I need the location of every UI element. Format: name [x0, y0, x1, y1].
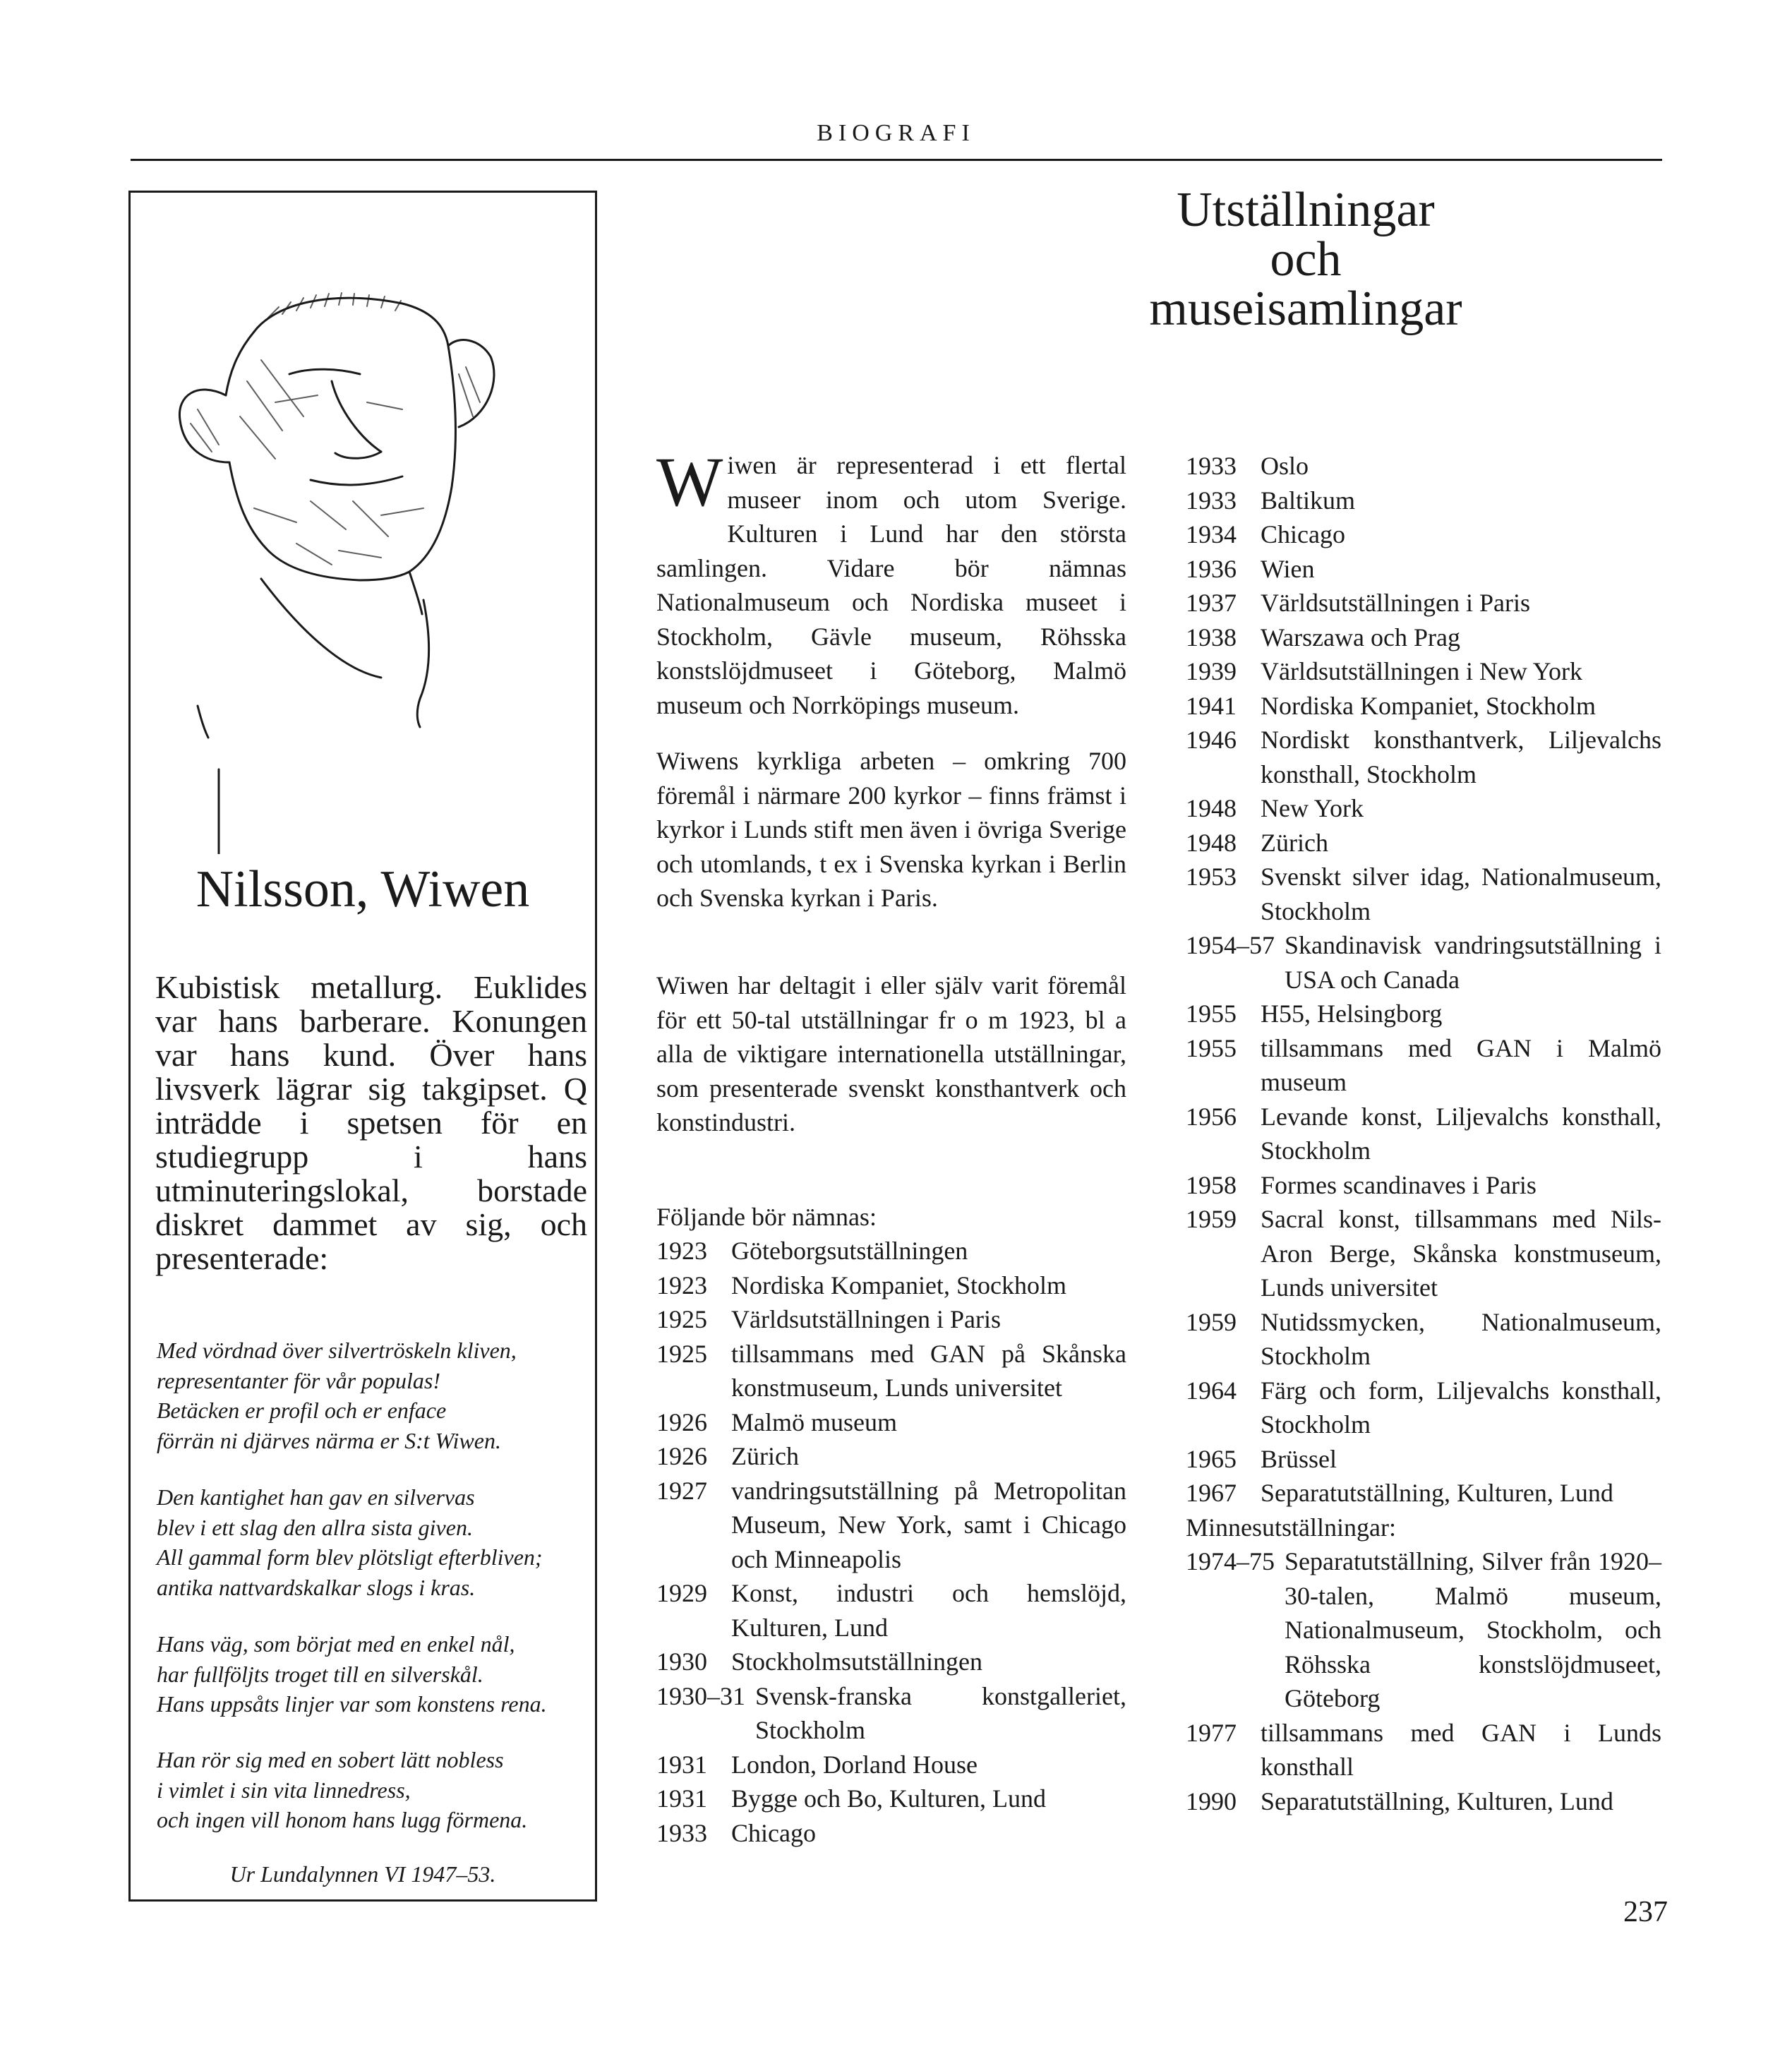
- exhibition-list-right: [1186, 449, 1661, 1818]
- poem-line: har fullföljts troget till en silverskål.: [157, 1661, 483, 1687]
- exhibition-item: [1186, 1374, 1661, 1442]
- exhibition-text: Världsutställningen i Paris: [1261, 589, 1530, 617]
- poem-line: Betäcken er profil och er enface: [157, 1398, 447, 1423]
- sidebar-name: Nilsson, Wiwen: [196, 860, 530, 918]
- exhibition-year: 1926: [656, 1407, 707, 1436]
- exhibition-year: 1946: [1186, 726, 1237, 754]
- exhibition-item: [1186, 654, 1661, 689]
- portrait-drawing: [169, 275, 536, 854]
- exhibition-year: 1956: [1186, 1102, 1237, 1131]
- exhibition-year: 1958: [1186, 1170, 1237, 1199]
- exhibition-item: [656, 1748, 1126, 1782]
- exhibition-item: [656, 1576, 1126, 1645]
- title-line: Utställningar: [1177, 183, 1435, 237]
- poem-stanza: [157, 1482, 580, 1602]
- exhibition-text: Nordiska Kompaniet, Stockholm: [1261, 691, 1596, 720]
- exhibition-item: [656, 1234, 1126, 1268]
- exhibition-year: 1948: [1186, 794, 1237, 822]
- exhibition-year: 1926: [656, 1442, 707, 1470]
- exhibition-text: Chicago: [1261, 520, 1345, 548]
- exhibition-year: 1925: [656, 1305, 707, 1333]
- exhibition-year: 1974–75: [1186, 1547, 1275, 1575]
- exhibition-year: 1953: [1186, 863, 1237, 891]
- memorial-item: [1186, 1716, 1661, 1784]
- exhibition-text: Världsutställningen i Paris: [731, 1305, 1001, 1333]
- exhibition-year: 1955: [1186, 1033, 1237, 1062]
- exhibition-item: [656, 1268, 1126, 1303]
- exhibition-item: [656, 1645, 1126, 1679]
- memorial-item: [1186, 1544, 1661, 1716]
- exhibition-text: Baltikum: [1261, 486, 1355, 515]
- exhibition-text: Oslo: [1261, 452, 1309, 480]
- poem-stanza: [157, 1745, 580, 1835]
- poem-source: Ur Lundalynnen VI 1947–53.: [229, 1861, 496, 1887]
- exhibition-text: Formes scandinaves i Paris: [1261, 1170, 1537, 1199]
- exhibition-text: H55, Helsingborg: [1261, 999, 1443, 1028]
- exhibition-text: Göteborgsutställningen: [731, 1237, 968, 1265]
- poem-line: blev i ett slag den allra sista given.: [157, 1514, 473, 1540]
- exhibition-text: Separatutställning, Silver från 1920–30-talen, Malmö museum, Nationalmuseum, Stockholm, och Röhsska konstslöjdmuseet, Göteborg: [1285, 1547, 1661, 1712]
- intro-paragraph: [656, 443, 1126, 722]
- exhibition-item: [1186, 484, 1661, 518]
- exhibition-item: [656, 1302, 1126, 1337]
- exhibition-item: [1186, 1168, 1661, 1203]
- exhibition-item: [656, 1405, 1126, 1440]
- exhibition-text: Nutidssmycken, Nationalmuseum, Stockholm: [1261, 1307, 1661, 1370]
- exhibition-text: Svensk-franska konstgalleriet, Stockholm: [755, 1681, 1126, 1744]
- exhibition-text: Bygge och Bo, Kulturen, Lund: [731, 1784, 1046, 1813]
- exhibition-year: 1933: [1186, 452, 1237, 480]
- exhibition-text: New York: [1261, 794, 1364, 822]
- poem-line: Han rör sig med en sobert lätt nobless: [157, 1747, 504, 1772]
- exhibition-item: [1186, 928, 1661, 997]
- exhibition-year: 1977: [1186, 1718, 1237, 1747]
- exhibition-text: Separatutställning, Kulturen, Lund: [1261, 1479, 1613, 1507]
- exhibition-text: Färg och form, Liljevalchs konsthall, Stockholm: [1261, 1376, 1661, 1439]
- exhibition-item: [1186, 997, 1661, 1031]
- exhibition-year: 1923: [656, 1237, 707, 1265]
- exhibition-item: [1186, 1305, 1661, 1374]
- exhibition-year: 1939: [1186, 657, 1237, 685]
- exhibition-year: 1930: [656, 1647, 707, 1676]
- poem-line: representanter för vår populas!: [157, 1367, 441, 1393]
- exhibition-year: 1931: [656, 1750, 707, 1779]
- poem-line: antika nattvardskalkar slogs i kras.: [157, 1574, 476, 1600]
- exhibition-text: Zürich: [731, 1442, 799, 1470]
- exhibition-year: 1930–31: [656, 1681, 745, 1710]
- exhibition-text: Skandinavisk vandringsutställning i USA och Canada: [1285, 931, 1661, 994]
- exhibition-year: 1959: [1186, 1307, 1237, 1336]
- exhibition-item: [1186, 552, 1661, 587]
- poem-line: Hans uppsåts linjer var som konstens rena.: [157, 1691, 547, 1717]
- title-line: museisamlingar: [1149, 282, 1462, 336]
- exhibition-item: [656, 1679, 1126, 1748]
- poem-line: förrän ni djärves närma er S:t Wiwen.: [157, 1427, 501, 1453]
- exhibitions-paragraph: Wiwen har deltagit i eller själv varit föremål för ett 50-tal utställningar fr o m 1923, bl a alla de viktigare internationella utställningar, som presenterade svenskt konsthantverk och konstindustri.: [656, 971, 1126, 1136]
- exhibition-item: [1186, 1476, 1661, 1511]
- exhibition-item: [1186, 791, 1661, 826]
- exhibition-item: [656, 1337, 1126, 1405]
- exhibition-item: [1186, 1031, 1661, 1100]
- poem-line: Med vördnad över silvertröskeln kliven,: [157, 1338, 517, 1363]
- exhibition-year: 1941: [1186, 691, 1237, 720]
- exhibition-text: Warszawa och Prag: [1261, 623, 1460, 651]
- poem-line: All gammal form blev plötsligt efterbliven;: [157, 1544, 543, 1570]
- exhibition-year: 1923: [656, 1271, 707, 1299]
- drop-cap: W: [656, 443, 723, 521]
- exhibition-item: [1186, 689, 1661, 723]
- exhibition-text: Världsutställningen i New York: [1261, 657, 1582, 685]
- exhibition-year: 1929: [656, 1579, 707, 1607]
- exhibition-text: tillsammans med GAN på Skånska konstmuseum, Lunds universitet: [731, 1339, 1126, 1402]
- exhibition-list-left: [656, 1234, 1126, 1850]
- exhibition-item: [656, 1439, 1126, 1474]
- exhibition-year: 1955: [1186, 999, 1237, 1028]
- exhibition-text: Levande konst, Liljevalchs konsthall, Stockholm: [1261, 1102, 1661, 1165]
- poem-line: och ingen vill honom hans lugg förmena.: [157, 1807, 528, 1832]
- exhibition-text: London, Dorland House: [731, 1750, 978, 1779]
- exhibition-item: [1186, 860, 1661, 928]
- exhibition-year: 1933: [1186, 486, 1237, 515]
- poem-stanza: [157, 1629, 580, 1719]
- exhibition-year: 1937: [1186, 589, 1237, 617]
- exhibition-item: [1186, 1442, 1661, 1477]
- exhibition-item: [1186, 723, 1661, 791]
- page-number: 237: [1623, 1896, 1668, 1928]
- exhibition-year: 1948: [1186, 828, 1237, 857]
- exhibition-text: vandringsutställning på Metropolitan Museum, New York, samt i Chicago och Minneapolis: [731, 1476, 1126, 1573]
- exhibition-year: 1925: [656, 1339, 707, 1368]
- exhibition-item: [1186, 586, 1661, 620]
- exhibition-item: [1186, 1100, 1661, 1168]
- exhibition-text: Zürich: [1261, 828, 1328, 857]
- memorial-heading: Minnesutställningar:: [1186, 1513, 1396, 1542]
- exhibition-text: tillsammans med GAN i Lunds konsthall: [1261, 1718, 1661, 1781]
- exhibition-year: 1936: [1186, 554, 1237, 583]
- intro-text: iwen är representerad i ett flertal museer inom och utom Sverige. Kulturen i Lund har den största samlingen. Vidare bör nämnas Nationalmuseum och Nordiska museet i Stockholm, Gävle museum, Röhsska konstslöjdmuseet i Göteborg, Malmö museum och Norrköpings museum.: [656, 451, 1126, 719]
- exhibition-item: [656, 1782, 1126, 1816]
- exhibition-text: Konst, industri och hemslöjd, Kulturen, Lund: [731, 1579, 1126, 1642]
- exhibition-item: [1186, 517, 1661, 552]
- exhibition-year: 1990: [1186, 1786, 1237, 1815]
- exhibition-year: 1964: [1186, 1376, 1237, 1405]
- exhibition-text: Malmö museum: [731, 1407, 897, 1436]
- exhibition-year: 1934: [1186, 520, 1237, 548]
- exhibition-text: Separatutställning, Kulturen, Lund: [1261, 1786, 1613, 1815]
- exhibition-year: 1967: [1186, 1479, 1237, 1507]
- sidebar-intro-text: Kubistisk metallurg. Euklides var hans barberare. Konungen var hans kund. Över hans livsverk lägrar sig takgipset. Q inträdde i spetsen för en studiegrupp i hans utminuteringslokal, borstade diskret dammet av sig, och presenterade:: [155, 969, 587, 1276]
- church-works-paragraph: Wiwens kyrkliga arbeten – omkring 700 föremål i närmare 200 kyrkor – finns främst i kyrkor i Lunds stift men även i övriga Sverige och utomlands, t ex i Svenska kyrkan i Berlin och Svenska kyrkan i Paris.: [656, 747, 1126, 912]
- exhibition-year: 1938: [1186, 623, 1237, 651]
- exhibition-year: 1965: [1186, 1444, 1237, 1473]
- exhibition-text: Sacral konst, tillsammans med Nils-Aron Berge, Skånska konstmuseum, Lunds universitet: [1261, 1205, 1661, 1302]
- exhibition-text: Chicago: [731, 1818, 816, 1847]
- exhibition-text: Stockholmsutställningen: [731, 1647, 982, 1676]
- exhibition-year: 1927: [656, 1476, 707, 1505]
- exhibition-year: 1931: [656, 1784, 707, 1813]
- header-rule: [131, 159, 1662, 161]
- exhibition-text: Svenskt silver idag, Nationalmuseum, Stockholm: [1261, 863, 1661, 925]
- poem-stanza: [157, 1335, 580, 1455]
- exhibition-item: [1186, 620, 1661, 655]
- exhibition-text: Brüssel: [1261, 1444, 1337, 1473]
- exhibition-text: Wien: [1261, 554, 1315, 583]
- running-head: BIOGRAFI: [817, 120, 975, 146]
- exhibition-year: 1959: [1186, 1205, 1237, 1233]
- exhibition-year: 1954–57: [1186, 931, 1275, 959]
- exhibition-text: Nordiska Kompaniet, Stockholm: [731, 1271, 1066, 1299]
- section-title: [889, 183, 1722, 336]
- exhibition-item: [656, 1816, 1126, 1851]
- exhibition-item: [1186, 826, 1661, 860]
- list-heading: Följande bör nämnas:: [656, 1203, 877, 1231]
- exhibition-text: tillsammans med GAN i Malmö museum: [1261, 1033, 1661, 1096]
- poem-line: Hans väg, som börjat med en enkel nål,: [157, 1631, 515, 1657]
- exhibition-text: Nordiskt konsthantverk, Liljevalchs konsthall, Stockholm: [1261, 726, 1661, 788]
- exhibition-year: 1933: [656, 1818, 707, 1847]
- title-line: och: [1270, 232, 1342, 287]
- exhibition-item: [1186, 1202, 1661, 1305]
- memorial-item: [1186, 1784, 1661, 1819]
- poem-line: i vimlet i sin vita linnedress,: [157, 1777, 411, 1803]
- exhibition-item: [1186, 449, 1661, 484]
- poem-line: Den kantighet han gav en silvervas: [157, 1484, 475, 1510]
- exhibition-item: [656, 1474, 1126, 1577]
